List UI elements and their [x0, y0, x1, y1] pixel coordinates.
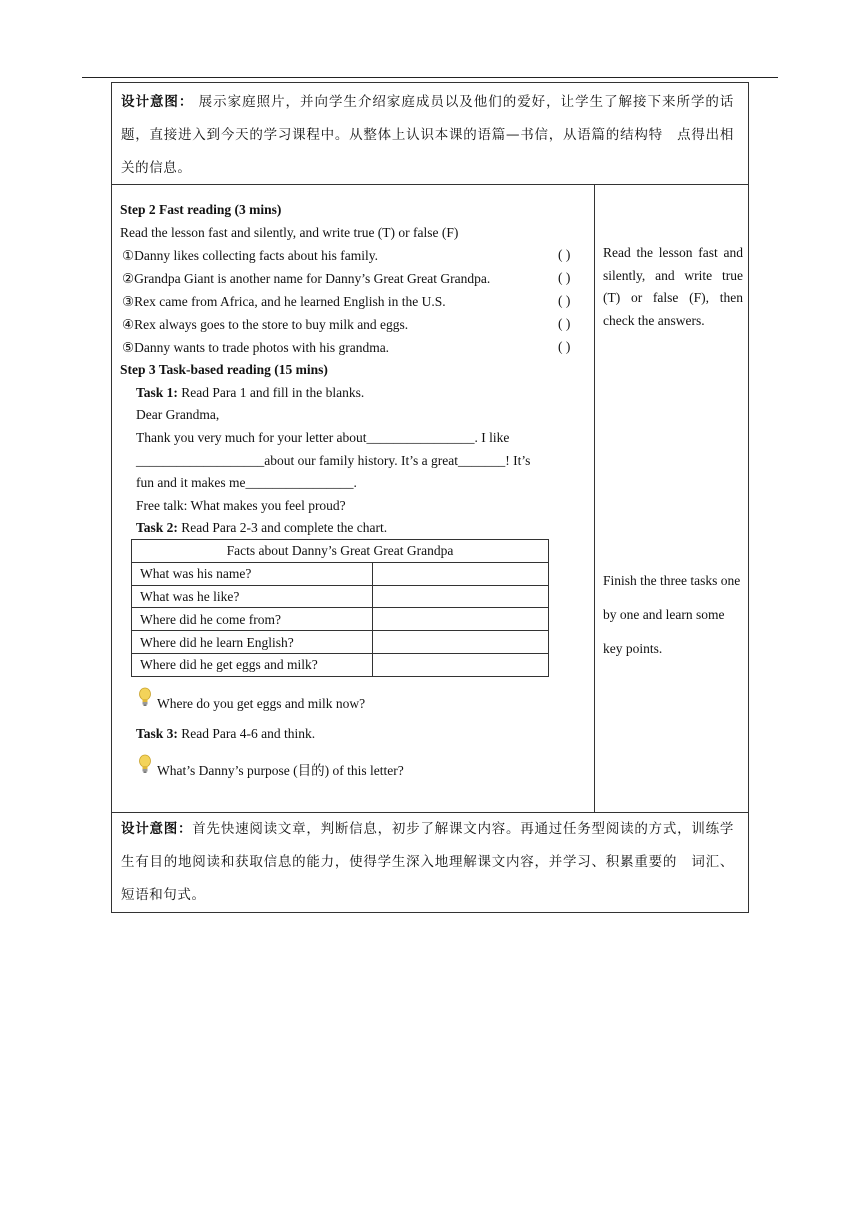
task1-label: Task 1: [136, 385, 178, 400]
lightbulb-icon [138, 687, 152, 707]
question-eggs: Where do you get eggs and milk now? [157, 696, 366, 711]
chart-answer-cell[interactable] [373, 653, 549, 676]
tf-item-5: ⑤Danny wants to trade photos with his grandma. [122, 340, 390, 355]
chart-answer-cell[interactable] [373, 562, 549, 585]
tf-item-1: ①Danny likes collecting facts about his family. [122, 248, 379, 263]
lesson-plan-table [111, 82, 749, 913]
step3-title: Step 3 Task-based reading (15 mins) [120, 362, 328, 377]
step2-title: Step 2 Fast reading (3 mins) [120, 202, 282, 217]
fill-blank-line-3[interactable]: fun and it makes me________________. [136, 475, 357, 490]
table-row [132, 608, 549, 631]
table-row [132, 631, 549, 654]
task2 [136, 519, 387, 537]
chart-question: What was his name? [132, 562, 373, 585]
chart-question: What was he like? [132, 585, 373, 608]
letter-greeting: Dear Grandma, [136, 407, 220, 422]
design-intent-text: 首先快速阅读文章，判断信息，初步了解课文内容。再通过任务型阅读的方式，训练学生有目的地阅读和获取信息的能力，使得学生深入地理解课文内容，并学习、积累重要的 词汇、短语和句式。 [121, 821, 734, 903]
tf-answer-4[interactable]: ( ) [558, 316, 571, 331]
table-row [132, 562, 549, 585]
tf-answer-2[interactable]: ( ) [558, 270, 571, 285]
header-rule [82, 77, 778, 78]
task1-text: Read Para 1 and fill in the blanks. [177, 385, 365, 400]
task3-label: Task 3: [136, 726, 178, 741]
table-row [132, 653, 549, 676]
tf-answer-3[interactable]: ( ) [558, 293, 571, 308]
chart-header: Facts about Danny’s Great Great Grandpa [132, 540, 549, 563]
chart-question: Where did he come from? [132, 608, 373, 631]
side-note-tasks: Finish the three tasks one by one and learn some key points. [603, 573, 741, 656]
side-note-fast-reading: Read the lesson fast and silently, and write true (T) or false (F), then check the answers. [603, 245, 743, 328]
free-talk: Free talk: What makes you feel proud? [136, 498, 346, 513]
chart-question: Where did he learn English? [132, 631, 373, 654]
design-intent-text: 展示家庭照片，并向学生介绍家庭成员以及他们的爱好，让学生了解接下来所学的话题，直接进入到今天的学习课程中。从整体上认识本课的语篇—书信，从语篇的结构特 点得出相关的信息。 [121, 94, 735, 176]
tf-item-3: ③Rex came from Africa, and he learned English in the U.S. [122, 294, 446, 309]
design-intent-1 [121, 86, 734, 185]
table-row [132, 585, 549, 608]
design-intent-label: 设计意图： [121, 821, 193, 837]
design-intent-2 [121, 813, 734, 912]
task2-label: Task 2: [136, 520, 178, 535]
task3-text: Read Para 4-6 and think. [177, 726, 316, 741]
fill-blank-line-2[interactable]: ___________________about our family history. It’s a great_______! It’s [136, 453, 531, 468]
tf-answer-1[interactable]: ( ) [558, 247, 571, 262]
task1 [136, 384, 364, 402]
question-purpose: What’s Danny’s purpose (目的) of this letter? [157, 763, 404, 778]
step2-instruction: Read the lesson fast and silently, and write true (T) or false (F) [120, 225, 459, 240]
design-intent-label: 设计意图： [121, 94, 194, 110]
column-divider [594, 184, 595, 812]
tf-item-4: ④Rex always goes to the store to buy milk and eggs. [122, 317, 409, 332]
chart-question: Where did he get eggs and milk? [132, 653, 373, 676]
chart-answer-cell[interactable] [373, 631, 549, 654]
task3 [136, 725, 315, 743]
tf-answer-5[interactable]: ( ) [558, 339, 571, 354]
lightbulb-icon [138, 754, 152, 774]
design-intent-row-2 [112, 812, 748, 912]
tf-item-2: ②Grandpa Giant is another name for Danny’s Great Great Grandpa. [122, 271, 491, 286]
chart-answer-cell[interactable] [373, 608, 549, 631]
steps-row [112, 184, 748, 813]
chart-answer-cell[interactable] [373, 585, 549, 608]
design-intent-row-1 [112, 83, 748, 185]
task2-text: Read Para 2-3 and complete the chart. [177, 520, 388, 535]
facts-chart [131, 539, 549, 677]
fill-blank-line-1[interactable]: Thank you very much for your letter about________________. I like [136, 430, 510, 445]
